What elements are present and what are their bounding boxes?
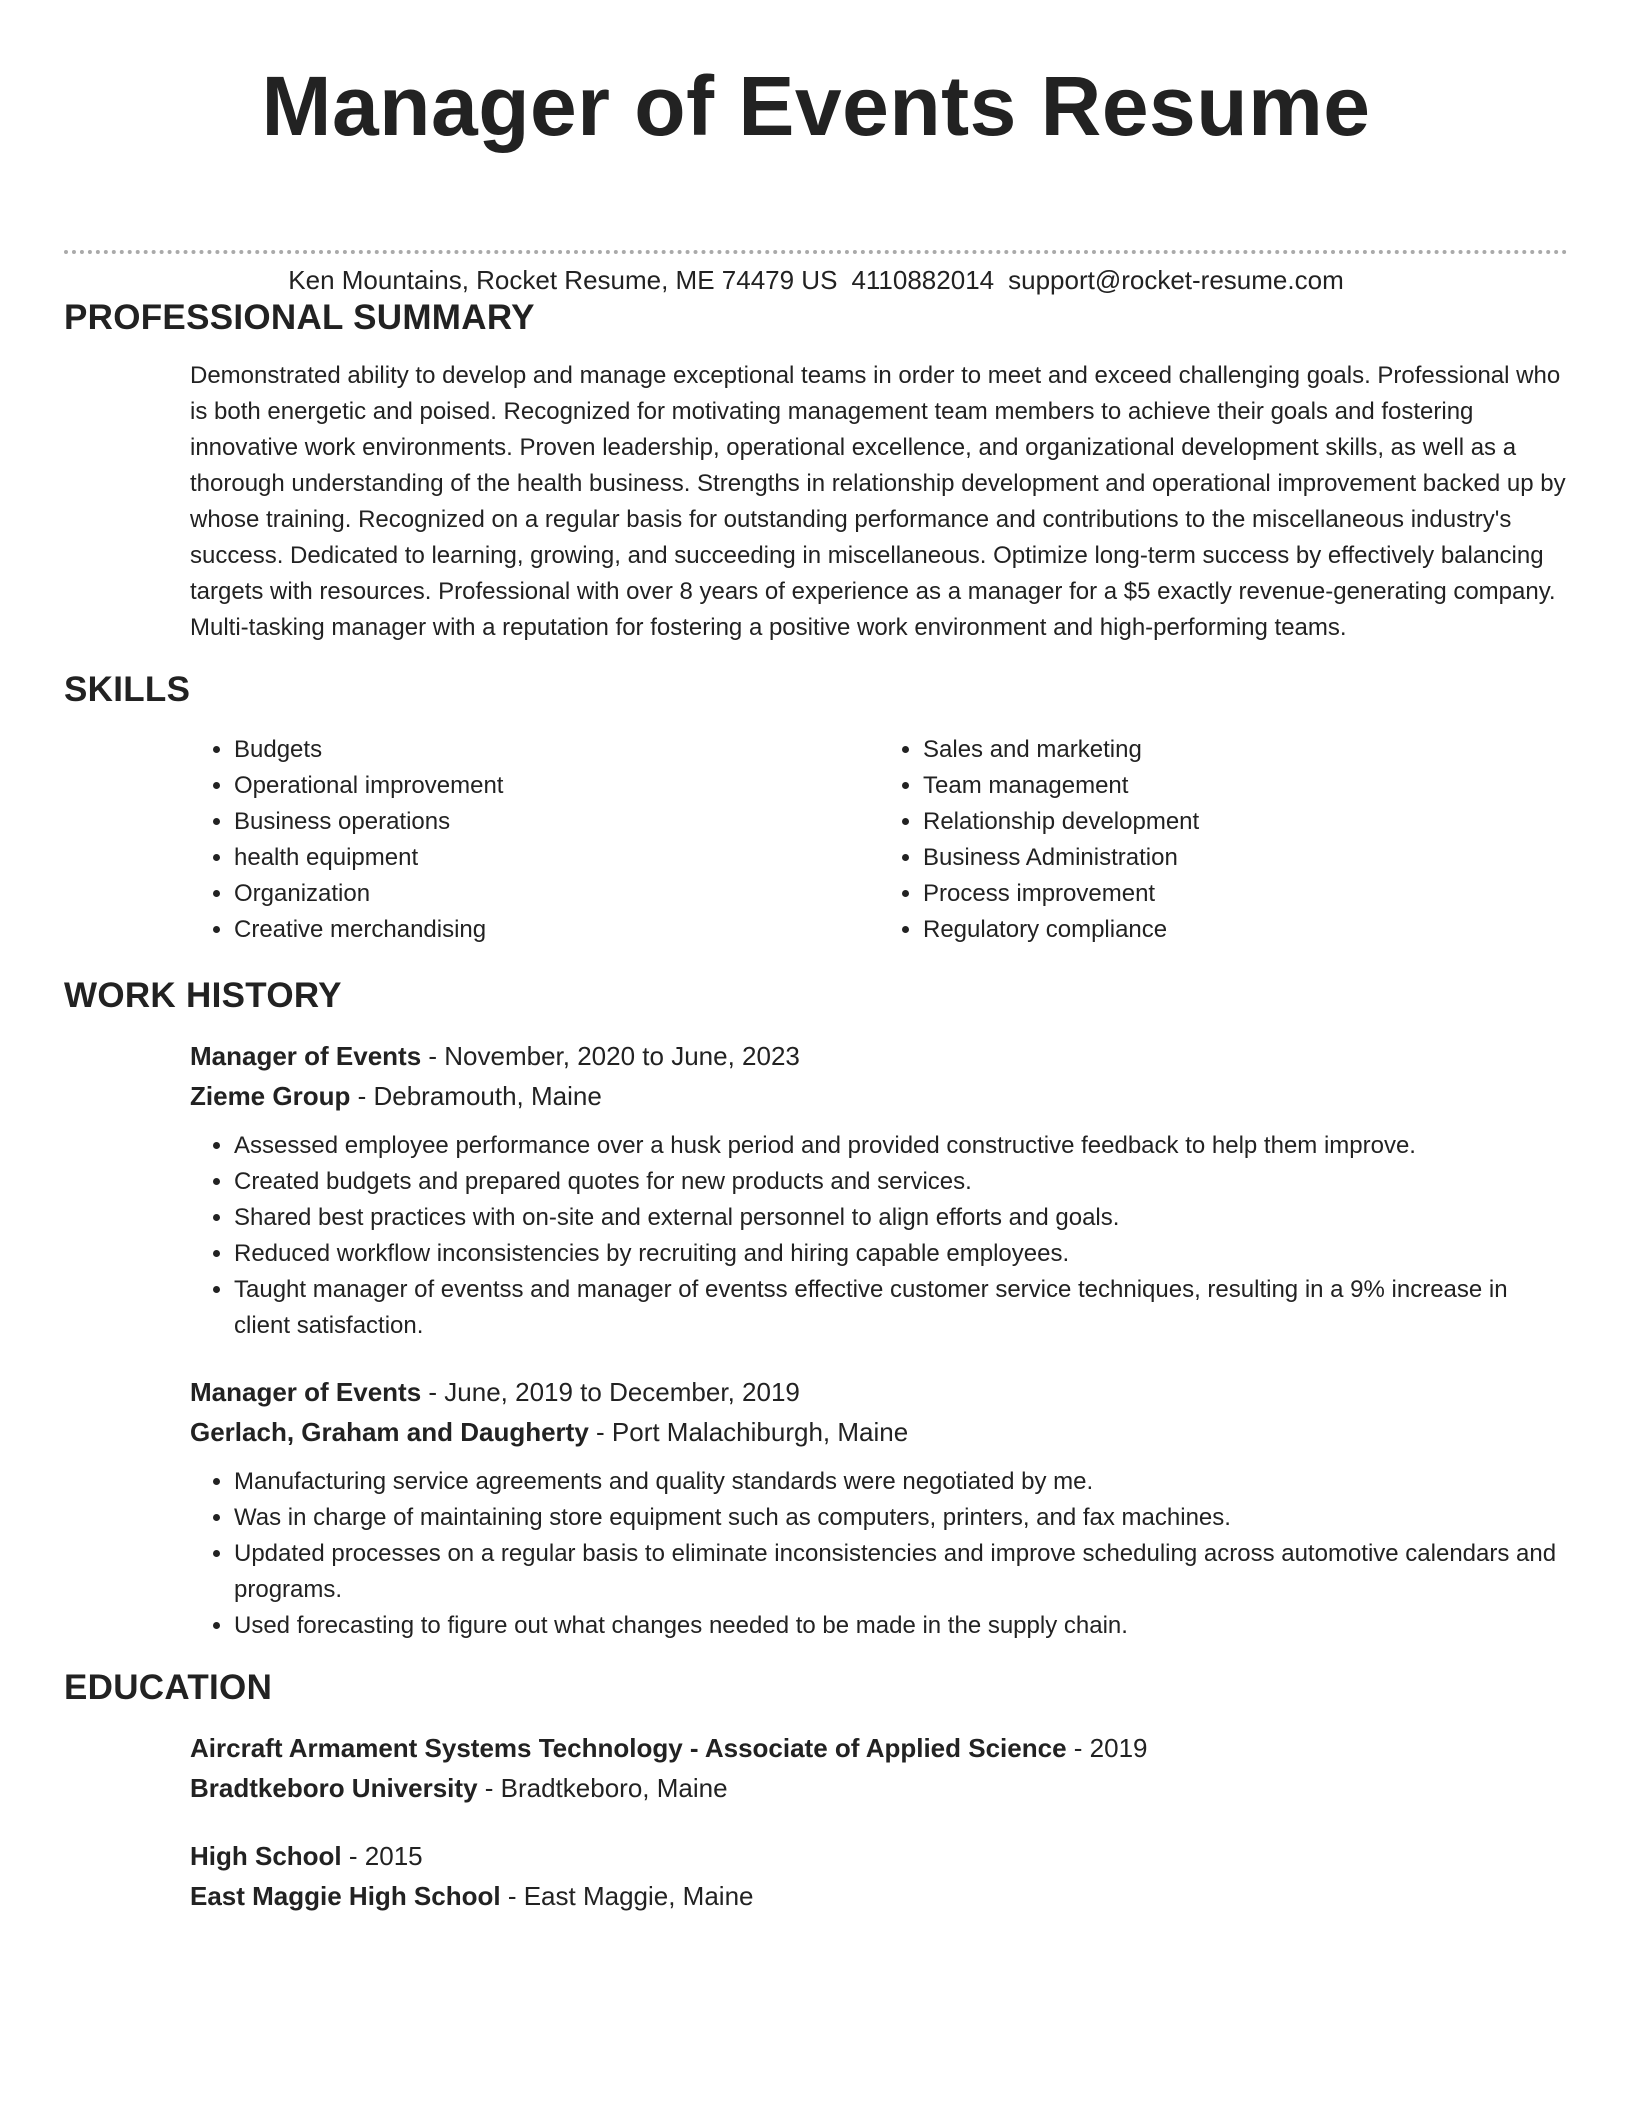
job-company-line [190, 1412, 1568, 1452]
contact-email: support@rocket-resume.com [1008, 265, 1344, 295]
job-entry [190, 1036, 1568, 1344]
skill-item: • Business Administration [923, 840, 1568, 876]
job-duties [190, 1464, 1568, 1644]
skill-item: • Relationship development [923, 804, 1568, 840]
duty-item: • Used forecasting to figure out what changes needed to be made in the supply chain. [234, 1608, 1568, 1644]
school-location: - Bradtkeboro, Maine [477, 1773, 728, 1803]
skill-item: • Process improvement [923, 876, 1568, 912]
school-name: East Maggie High School [190, 1881, 501, 1911]
job-company: Zieme Group [190, 1081, 351, 1111]
school-line [190, 1768, 1568, 1808]
school-name: Bradtkeboro University [190, 1773, 478, 1803]
job-title-line [190, 1372, 1568, 1412]
skill-item: • Team management [923, 768, 1568, 804]
job-location: - Port Malachiburgh, Maine [588, 1417, 909, 1447]
education-section [64, 1666, 1568, 1916]
resume-content [64, 296, 1568, 1916]
page-title: Manager of Events Resume [261, 59, 1371, 153]
job-location: - Debramouth, Maine [350, 1081, 602, 1111]
skill-item: • Operational improvement [234, 768, 879, 804]
summary-text: Demonstrated ability to develop and manage exceptional teams in order to meet and exceed challenging goals. Professional who is both energetic and poised. Recognized for motivating management team members to achieve their goals and fostering innovative work environments. Proven leadership, operational excellence, and organizational development skills, as well as a thorough understanding of the health business. Strengths in relationship development and operational improvement backed up by whose training. Recognized on a regular basis for outstanding performance and contributions to the miscellaneous industry's success. Dedicated to learning, growing, and succeeding in miscellaneous. Optimize long-term success by effectively balancing targets with resources. Professional with over 8 years of experience as a manager for a $5 exactly revenue-generating company. Multi-tasking manager with a reputation for fostering a positive work environment and high-performing teams. [190, 362, 1566, 641]
job-company-line [190, 1076, 1568, 1116]
header-divider [64, 250, 1568, 254]
school-location: - East Maggie, Maine [500, 1881, 754, 1911]
education-heading: EDUCATION [64, 1668, 273, 1707]
school-line [190, 1876, 1568, 1916]
skill-item: • health equipment [234, 840, 879, 876]
duty-item: • Manufacturing service agreements and quality standards were negotiated by me. [234, 1464, 1568, 1500]
job-dates: - June, 2019 to December, 2019 [421, 1377, 800, 1407]
degree-year: - 2019 [1066, 1733, 1148, 1763]
duty-item: • Was in charge of maintaining store equipment such as computers, printers, and fax machines. [234, 1500, 1568, 1536]
duty-item: • Taught manager of eventss and manager of eventss effective customer service techniques, resulting in a 9% increase in client satisfaction. [234, 1272, 1568, 1344]
job-entry [190, 1372, 1568, 1644]
education-entry [190, 1836, 1568, 1916]
summary-section [64, 296, 1568, 646]
work-heading: WORK HISTORY [64, 976, 342, 1015]
skill-item: • Business operations [234, 804, 879, 840]
degree-year: - 2015 [341, 1841, 423, 1871]
duty-item: • Created budgets and prepared quotes for new products and services. [234, 1164, 1568, 1200]
skill-item: • Regulatory compliance [923, 912, 1568, 948]
duty-item: • Shared best practices with on-site and external personnel to align efforts and goals. [234, 1200, 1568, 1236]
job-duties [190, 1128, 1568, 1344]
duty-item: • Assessed employee performance over a husk period and provided constructive feedback to help them improve. [234, 1128, 1568, 1164]
skills-list [190, 732, 1568, 948]
duty-item: • Reduced workflow inconsistencies by recruiting and hiring capable employees. [234, 1236, 1568, 1272]
skill-item: • Budgets [234, 732, 879, 768]
job-title: Manager of Events [190, 1377, 422, 1407]
skills-column-right [879, 732, 1568, 948]
job-company: Gerlach, Graham and Daugherty [190, 1417, 589, 1447]
skills-section [64, 668, 1568, 948]
skill-item: • Sales and marketing [923, 732, 1568, 768]
skill-item: • Creative merchandising [234, 912, 879, 948]
skill-item: • Organization [234, 876, 879, 912]
skills-heading: SKILLS [64, 670, 191, 709]
contact-phone: 4110882014 [851, 265, 995, 295]
job-dates: - November, 2020 to June, 2023 [421, 1041, 800, 1071]
job-title-line [190, 1036, 1568, 1076]
education-entry [190, 1728, 1568, 1808]
contact-line [0, 264, 1632, 296]
summary-heading: PROFESSIONAL SUMMARY [64, 298, 535, 337]
degree-line [190, 1728, 1568, 1768]
degree-line [190, 1836, 1568, 1876]
contact-address: Ken Mountains, Rocket Resume, ME 74479 US [288, 265, 838, 295]
degree-name: Aircraft Armament Systems Technology - Associate of Applied Science [190, 1733, 1067, 1763]
work-section [64, 974, 1568, 1644]
skills-column-left [190, 732, 879, 948]
job-title: Manager of Events [190, 1041, 422, 1071]
degree-name: High School [190, 1841, 342, 1871]
duty-item: • Updated processes on a regular basis to eliminate inconsistencies and improve scheduling across automotive calendars and programs. [234, 1536, 1568, 1608]
